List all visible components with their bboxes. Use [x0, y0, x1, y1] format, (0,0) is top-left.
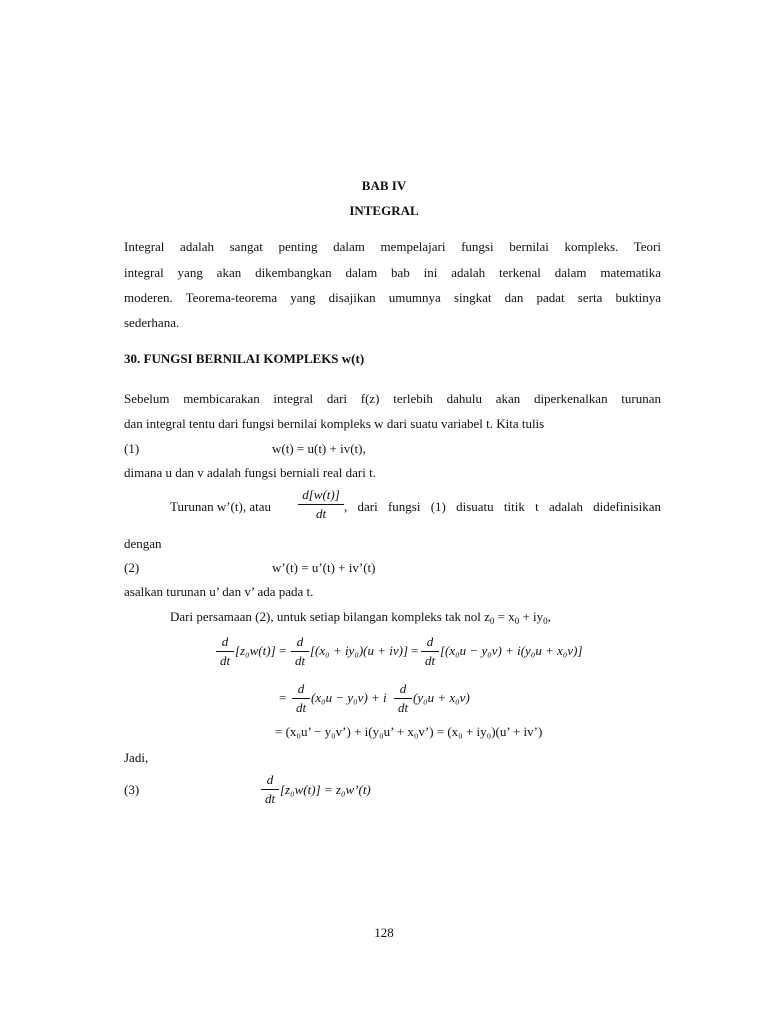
eq3-number: (3)	[124, 782, 140, 797]
d-dt-fraction	[216, 634, 234, 669]
para1-line: Sebelum membicarakan integral dari f(z) terlebih dahulu akan diperkenalkan turunan	[124, 391, 661, 406]
page-number: 128	[374, 925, 394, 940]
intro-line: Integral adalah sangat penting dalam mempelajari fungsi bernilai kompleks. Teori	[124, 239, 661, 254]
derivation-mid: [(x₀ + iy₀)(u + iv)]	[310, 643, 409, 658]
equals-sign: =	[279, 690, 287, 705]
d-dt-fraction	[394, 681, 412, 716]
fraction-bar	[421, 651, 439, 652]
intro-line: sederhana.	[124, 315, 180, 330]
d-dt-fraction	[421, 634, 439, 669]
fraction-denominator: dt	[397, 700, 409, 715]
intro-line: moderen. Teorema-teorema yang disajikan umumnya singkat dan padat serta buktinya	[124, 290, 661, 305]
fraction-numerator: d	[399, 681, 407, 696]
fraction-numerator: d	[426, 634, 434, 649]
fraction-bar	[216, 651, 234, 652]
fraction-denominator: dt	[424, 653, 436, 668]
derivation-right: [(x₀u − y₀v) + i(y₀u + x₀v)]	[440, 643, 583, 658]
eq1-number: (1)	[124, 441, 140, 456]
fraction-bar	[298, 504, 344, 505]
turunan-before: Turunan w’(t), atau	[170, 499, 271, 514]
asalkan-line: asalkan turunan u’ dan v’ ada pada t.	[124, 584, 314, 599]
intro-line: integral yang akan dikembangkan dalam bab ini adalah terkenal dalam matematika	[124, 265, 661, 280]
fraction-denominator: dt	[295, 700, 307, 715]
chapter-label: BAB IV	[361, 178, 407, 193]
derivation-line2a: (x₀u − y₀v) + i	[311, 690, 387, 705]
fraction-bar	[291, 651, 309, 652]
real-line: dimana u dan v adalah fungsi berniali real dari t.	[124, 465, 376, 480]
subscript: 0	[489, 616, 495, 626]
derivation-line3: = (x₀u’ − y₀v’) + i(y₀u’ + x₀v’) = (x₀ + iy₀)(u’ + iv’)	[275, 724, 543, 739]
dari-persamaan-line	[170, 609, 551, 626]
dari-persamaan-text: ,	[547, 609, 551, 624]
para1-line: dan integral tentu dari fungsi bernilai kompleks w dari suatu variabel t. Kita tulis	[124, 416, 545, 431]
fraction-numerator: d	[221, 634, 229, 649]
turunan-after: , dari fungsi (1) disuatu titik t adalah didefinisikan	[344, 499, 661, 514]
d-dt-fraction	[292, 681, 310, 716]
equals-sign: =	[411, 643, 419, 658]
chapter-title: INTEGRAL	[349, 203, 419, 218]
derivation-line2b: (y₀u + x₀v)	[413, 690, 470, 705]
fraction-numerator: d[w(t)]	[302, 487, 340, 502]
fraction-bar	[394, 698, 412, 699]
section-heading: 30. FUNGSI BERNILAI KOMPLEKS w(t)	[124, 351, 365, 366]
turunan-fraction	[298, 487, 344, 522]
eq3-expression: [z₀w(t)] = z₀w’(t)	[280, 782, 371, 797]
dari-persamaan-text: Dari persamaan (2), untuk setiap bilangan kompleks tak nol z	[170, 609, 490, 624]
dengan-line: dengan	[124, 536, 162, 551]
fraction-denominator: dt	[315, 506, 327, 521]
derivation-lhs: [z₀w(t)]	[235, 643, 276, 658]
dari-persamaan-text: = x	[494, 609, 515, 624]
jadi-line: Jadi,	[124, 750, 149, 765]
fraction-bar	[292, 698, 310, 699]
fraction-denominator: dt	[219, 653, 231, 668]
d-dt-fraction	[291, 634, 309, 669]
dari-persamaan-text: + iy	[519, 609, 544, 624]
subscript: 0	[514, 616, 520, 626]
eq2-number: (2)	[124, 560, 140, 575]
eq1-expression: w(t) = u(t) + iv(t),	[272, 441, 366, 456]
d-dt-fraction	[261, 772, 279, 807]
fraction-bar	[261, 789, 279, 790]
fraction-denominator: dt	[264, 791, 276, 806]
equals-sign: =	[279, 643, 287, 658]
fraction-numerator: d	[297, 681, 305, 696]
fraction-denominator: dt	[294, 653, 306, 668]
fraction-numerator: d	[296, 634, 304, 649]
eq2-expression: w’(t) = u’(t) + iv’(t)	[272, 560, 376, 575]
fraction-numerator: d	[266, 772, 274, 787]
subscript: 0	[543, 616, 548, 626]
